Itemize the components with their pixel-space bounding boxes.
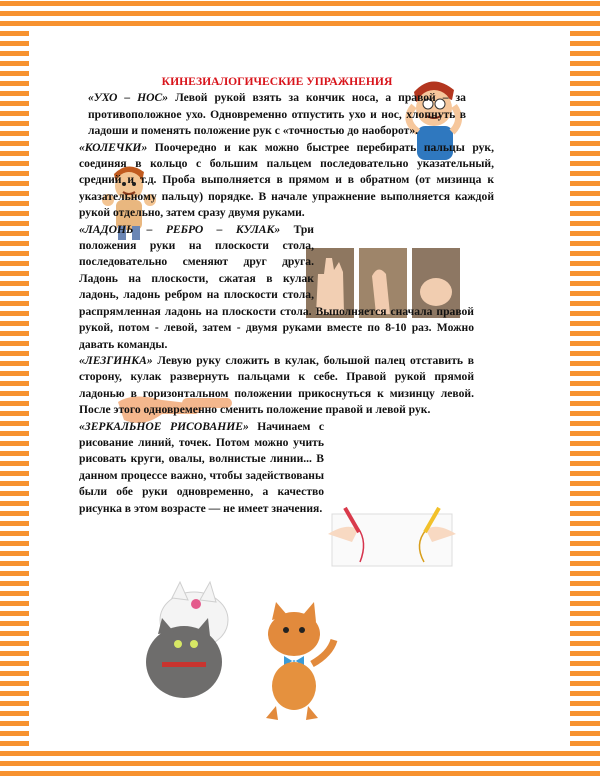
exercise-rings	[79, 140, 494, 222]
exercise-term: «КОЛЕЧКИ»	[79, 140, 148, 154]
document-body	[79, 74, 494, 531]
exercise-lezginka	[79, 353, 474, 419]
aristocats-cats-illustration	[132, 578, 244, 706]
exercise-ear-nose	[88, 90, 466, 139]
toulouse-cat-illustration	[254, 600, 340, 724]
photo-spacer	[314, 222, 474, 294]
exercise-palm-edge-fist	[79, 222, 474, 353]
exercise-text: Левой рукой взять за кончик носа, а правой – за противоположное ухо. Одновременно отпустить ухо и нос, хлопнуть в ладоши и поменять положение рук с «точностью до наоборот».	[88, 91, 466, 138]
exercise-term: «ЗЕРКАЛЬНОЕ РИСОВАНИЕ»	[79, 419, 249, 433]
exercise-text: Левую руку сложить в кулак, большой палец отставить в сторону, кулак развернуть пальцами к себе. Правой рукой прямой ладонью в горизонтальном положении прикоснуться к мизинцу левой. После этого одновременно сменить положение правой и левой рук.	[79, 353, 474, 417]
exercise-mirror-drawing	[79, 419, 474, 517]
exercise-term: «ЛЕЗГИНКА»	[79, 353, 153, 367]
exercise-text: Три положения руки на плоскости стола, последовательно сменяют друг друга. Ладонь на плоскости, сжатая в кулак ладонь, ладонь ребром на плоскости стола, распрямленная ладонь на плоскости стола. Выполняется сначала правой рукой, потом - левой, затем - двумя руками вместе по 8-10 раз. Можно давать команды.	[79, 222, 474, 351]
exercise-text: Начинаем с рисование линий, точек. Потом можно учить рисовать круги, овалы, волнистые линии... В данном процессе важно, чтобы задействованы были обе руки одновременно, а качество рисунка в этом возрасте — не имеет значения.	[79, 419, 324, 515]
exercise-term: «УХО – НОС»	[88, 91, 169, 105]
drawing-spacer	[324, 451, 474, 531]
exercise-term: «ЛАДОНЬ – РЕБРО – КУЛАК»	[79, 222, 281, 236]
document-title: КИНЕЗИАЛОГИЧЕСКИЕ УПРАЖНЕНИЯ	[161, 75, 393, 88]
exercise-text: Поочередно и как можно быстрее перебирать пальцы рук, соединяя в кольцо с большим пальцем последовательно указательный, средний и т.д. Проба выполняется в прямом и в обратном (от мизинца к указательному пальцу) порядке. В начале упражнение выполняется каждой рукой отдельно, затем сразу двумя руками.	[79, 140, 494, 220]
